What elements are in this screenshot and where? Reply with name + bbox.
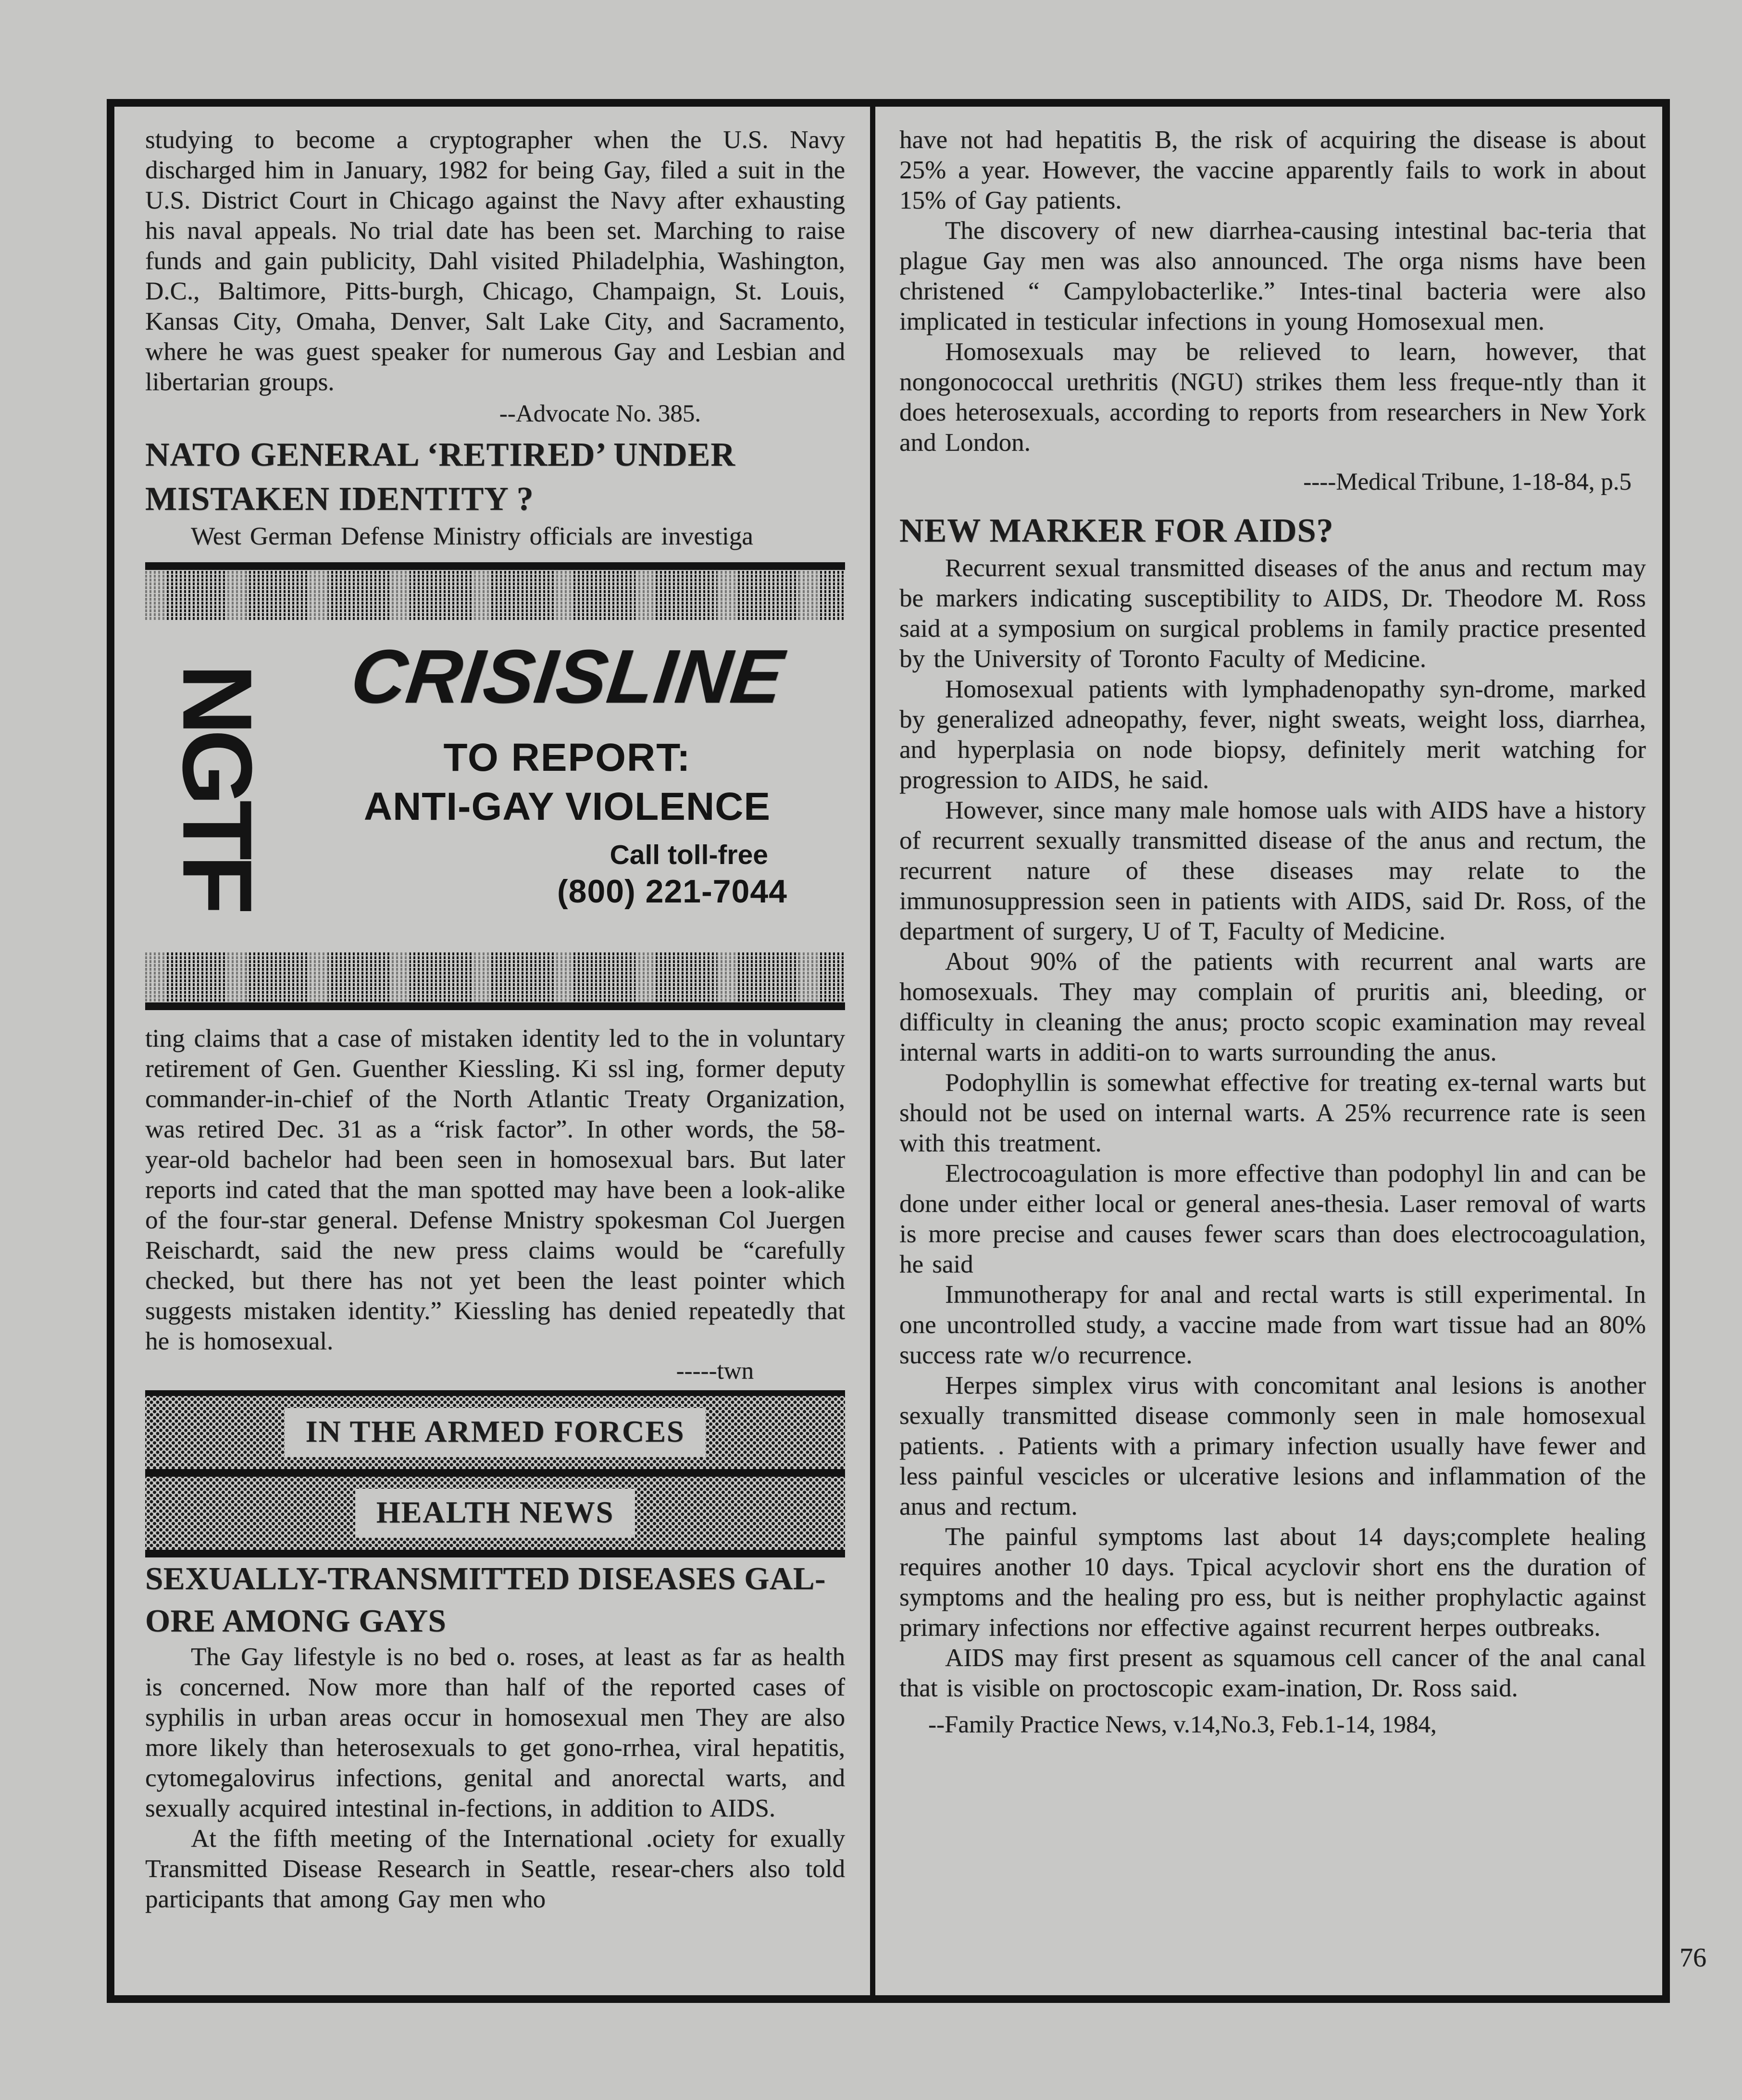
aids-paragraph: About 90% of the patients with recurrent anal warts are homosexuals. They may complain of pruritis ani, bleeding, or difficulty in cleaning the anus; procto scopic examination may reveal internal warts in additi-on to warts surrounding the anus. [899, 948, 1646, 1066]
aids-paragraph: Electrocoagulation is more effective than podophyl lin and can be done under either local or general anes-thesia. Laser removal of warts is more precise and causes fewer scars than does electrocoagulation, he said [899, 1160, 1646, 1278]
std-paragraph-2: At the fifth meeting of the International .ociety for exually Transmitted Disease Research in Seattle, resear-chers also told participants that among Gay men who [145, 1825, 845, 1913]
banner-health-news [145, 1477, 845, 1557]
headline-std-line2: ORE AMONG GAYS [145, 1603, 447, 1639]
headline-nato-line2: MISTAKEN IDENTITY ? [145, 481, 534, 518]
aids-paragraph: However, since many male homose uals with AIDS have a history of recurrent sexually transmitted disease of the anus and rectum, the recurrent nature of these diseases may relate to the immunosuppression seen in patients with AIDS, said Dr. Ross, of the department of surgery, U of T, Faculty of Medicine. [899, 796, 1646, 945]
halftone-border-top [145, 570, 845, 621]
headline-nato-line1: NATO GENERAL ‘RETIRED’ UNDER [145, 436, 735, 473]
crisisline-ad-body [145, 621, 845, 951]
right-column [875, 107, 1662, 1995]
page-number: 76 [1680, 1943, 1706, 1973]
crisisline-cause: ANTI-GAY VIOLENCE [363, 784, 771, 828]
banner-armed-forces [145, 1390, 845, 1477]
crisisline-report-label: TO REPORT: [443, 735, 691, 779]
banner-armed-forces-label: IN THE ARMED FORCES [285, 1408, 706, 1457]
headline-std [145, 1557, 845, 1642]
navy-suit-paragraph: studying to become a cryptographer when the U.S. Navy discharged him in January, 1982 for being Gay, filed a suit in the U.S. District Court in Chicago against the Navy after exhausting his naval appeals. No trial date has been set. Marching to raise funds and gain publicity, Dahl visited Philadelphia, Washington, D.C., Baltimore, Pitts-burgh, Chicago, Champaign, St. Louis, Kansas City, Omaha, Denver, Salt Lake City, and Sacramento, where he was guest speaker for numerous Gay and Lesbian and libertarian groups. [145, 126, 845, 396]
aids-paragraph: Homosexual patients with lymphadenopathy syn-drome, marked by generalized adneopathy, fever, night sweats, weight loss, diarrhea, and hyperplasia on node biopsy, definitely merit watching for progression to AIDS, he said. [899, 675, 1646, 794]
credit-medical-tribune: ----Medical Tribune, 1-18-84, p.5 [1303, 469, 1631, 495]
column-divider [870, 107, 875, 1995]
ngtf-logo: NGTF [162, 664, 273, 909]
nato-continuation-paragraph: ting claims that a case of mistaken identity led to the in voluntary retirement of Gen. Guenther Kiessling. Ki ssl ing, former deputy commander-in-chief of the North Atlantic Treaty Organization, was retired Dec. 31 as a “risk factor”. In other words, the 58-year-old bachelor had been seen in homosexual bars. But later reports ind cated that the man spotted may have been a look-alike of the four-star general. Defense Mnistry spokesman Col Juergen Reischardt, said the new press claims would be “carefully checked, but there has not yet been the least pointer which suggests mistaken identity.” Kiessling has denied repeatedly that he is homosexual. [145, 1025, 845, 1355]
std-paragraph-1: The Gay lifestyle is no bed o. roses, at least as far as health is concerned. Now more than half of the reported cases of syphilis in urban areas occur in homosexual men They are also more likely than heterosexuals to get gono-rrhea, viral hepatitis, cytomegalovirus infections, genital and anorectal warts, and sexually acquired intestinal in-fections, in addition to AIDS. [145, 1643, 845, 1822]
aids-paragraph: The painful symptoms last about 14 days;complete healing requires another 10 days. Tpical acyclovir short ens the duration of symptoms and the healing pro ess, but is neither prophylactic against primary infections nor effective against recurrent herpes outbreaks. [899, 1523, 1646, 1642]
headline-nato [145, 433, 845, 521]
credit-family-practice: --Family Practice News, v.14,No.3, Feb.1-14, 1984, [928, 1711, 1437, 1738]
crisisline-phone-number: (800) 221-7044 [557, 873, 787, 910]
credit-advocate: --Advocate No. 385. [499, 400, 701, 427]
crisisline-ad [145, 562, 845, 1010]
page-border-box [107, 99, 1670, 2003]
headline-std-line1: SEXUALLY-TRANSMITTED DISEASES GAL- [145, 1561, 826, 1596]
banner-health-news-label: HEALTH NEWS [355, 1489, 635, 1538]
nato-intro-line: West German Defense Ministry officials are investiga [191, 522, 753, 550]
ngtf-logo-wrap [145, 621, 289, 951]
left-column [114, 107, 870, 1995]
halftone-border-bottom [145, 951, 845, 1002]
aids-paragraph: AIDS may first present as squamous cell cancer of the anal canal that is visible on proctoscopic exam-ination, Dr. Ross said. [899, 1644, 1646, 1702]
aids-paragraph: Immunotherapy for anal and rectal warts is still experimental. In one uncontrolled study, a vaccine made from wart tissue had an 80% success rate w/o recurrence. [899, 1281, 1646, 1369]
crisisline-call-label: Call toll-free [610, 839, 768, 870]
headline-new-marker: NEW MARKER FOR AIDS? [899, 512, 1334, 549]
bacteria-discovery-paragraph: The discovery of new diarrhea-causing intestinal bac-teria that plague Gay men was also announced. The orga nisms have been christened “ Campylobacterlike.” Intes-tinal bacteria were also implicated in testicular infections in young Homosexual men. [899, 217, 1646, 335]
crisisline-ad-text [289, 621, 845, 951]
crisisline-title: CRISISLINE [346, 634, 788, 719]
ngu-paragraph: Homosexuals may be relieved to learn, however, that nongonococcal urethritis (NGU) strikes them less freque-ntly than it does heterosexuals, according to reports from researchers in New York and London. [899, 338, 1646, 457]
credit-twn: -----twn [676, 1358, 754, 1384]
hepatitis-paragraph: have not had hepatitis B, the risk of acquiring the disease is about 25% a year. However, the vaccine apparently fails to work in about 15% of Gay patients. [899, 126, 1646, 214]
aids-paragraph: Podophyllin is somewhat effective for treating ex-ternal warts but should not be used on internal warts. A 25% recurrence rate is seen with this treatment. [899, 1069, 1646, 1157]
aids-paragraph: Recurrent sexual transmitted diseases of the anus and rectum may be markers indicating susceptibility to AIDS, Dr. Theodore M. Ross said at a symposium on surgical problems in family practice presented by the University of Toronto Faculty of Medicine. [899, 554, 1646, 673]
aids-paragraph: Herpes simplex virus with concomitant anal lesions is another sexually transmitted disease commonly seen in male homosexual patients. . Patients with a primary infection usually have fewer and less painful vescicles or ulcerative lesions and inflammation of the anus and rectum. [899, 1371, 1646, 1520]
